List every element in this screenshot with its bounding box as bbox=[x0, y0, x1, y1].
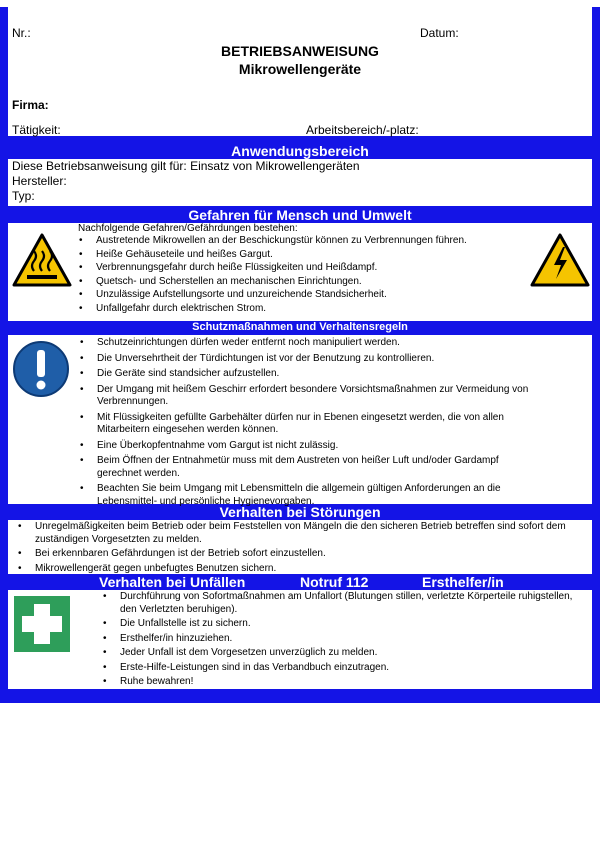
list-item: • Die Unfallstelle ist zu sichern. bbox=[120, 618, 590, 631]
anwendungsbereich-heading: Anwendungsbereich bbox=[231, 143, 369, 159]
electric-voltage-warning-icon bbox=[530, 233, 590, 287]
nr-label: Nr.: bbox=[12, 26, 31, 40]
schutz-heading: Schutzmaßnahmen und Verhaltensregeln bbox=[192, 321, 408, 333]
hazards-intro: Nachfolgende Gefahren/Gefährdungen bestehen: bbox=[78, 223, 298, 234]
schutz-list bbox=[97, 337, 537, 508]
general-mandatory-action-icon bbox=[12, 340, 70, 398]
hazards-list bbox=[96, 235, 528, 315]
list-item: • Eine Überkopfentnahme vom Gargut ist nicht zulässig. bbox=[97, 440, 537, 453]
list-item: • Verbrennungsgefahr durch heiße Flüssigkeiten und Heißdampf. bbox=[96, 262, 528, 275]
list-item: • Der Umgang mit heißem Geschirr erfordert besondere Vorsichtsmaßnahmen zur Vermeidung von Verbrennungen. bbox=[97, 384, 537, 409]
list-item: • Beachten Sie beim Umgang mit Lebensmitteln die allgemein gültigen Anforderungen an die Lebensmittel- und persönliche Hygienevorgaben. bbox=[97, 483, 537, 508]
unfaelle-panel bbox=[8, 590, 592, 689]
gefahren-panel bbox=[8, 223, 592, 321]
list-item: • Schutzeinrichtungen dürfen weder entfernt noch manipuliert werden. bbox=[97, 337, 537, 350]
operating-instruction-sheet bbox=[0, 7, 600, 703]
list-item: • Austretende Mikrowellen an der Beschickungstür können zu Verbrennungen führen. bbox=[96, 235, 528, 248]
list-item: • Erste-Hilfe-Leistungen sind in das Verbandbuch einzutragen. bbox=[120, 662, 590, 675]
list-item: • Ruhe bewahren! bbox=[120, 676, 590, 689]
list-item: • Heiße Gehäuseteile und heißes Gargut. bbox=[96, 249, 528, 262]
hot-surface-warning-icon bbox=[12, 233, 72, 287]
unfaelle-list bbox=[120, 591, 590, 689]
schutz-panel bbox=[8, 335, 592, 507]
hersteller-label: Hersteller: bbox=[12, 174, 67, 188]
unfaelle-heading: Verhalten bei Unfällen bbox=[99, 574, 246, 590]
list-item: • Ersthelfer/in hinzuziehen. bbox=[120, 633, 590, 646]
unfaelle-heading-row bbox=[8, 574, 592, 590]
list-item: • Unfallgefahr durch elektrischen Strom. bbox=[96, 303, 528, 316]
hazards-block bbox=[78, 223, 528, 315]
list-item: • Jeder Unfall ist dem Vorgesetzen unverzüglich zu melden. bbox=[120, 647, 590, 660]
datum-label: Datum: bbox=[420, 26, 459, 40]
notruf-label: Notruf 112 bbox=[300, 574, 369, 590]
firma-label: Firma: bbox=[12, 98, 49, 112]
gefahren-heading: Gefahren für Mensch und Umwelt bbox=[188, 207, 412, 223]
list-item: • Mikrowellengerät gegen unbefugtes Benutzen sichern. bbox=[35, 563, 588, 576]
stoerungen-panel bbox=[8, 520, 592, 574]
document-title: BETRIEBSANWEISUNG bbox=[221, 43, 379, 59]
list-item: • Unzulässige Aufstellungsorte und unzureichende Standsicherheit. bbox=[96, 289, 528, 302]
list-item: • Die Unversehrtheit der Türdichtungen ist vor der Benutzung zu kontrollieren. bbox=[97, 353, 537, 366]
scope-line: Diese Betriebsanweisung gilt für: Einsatz von Mikrowellengeräten bbox=[12, 159, 360, 173]
ersthelfer-label: Ersthelfer/in bbox=[422, 574, 504, 590]
anwendungsbereich-panel bbox=[8, 159, 592, 206]
taetigkeit-label: Tätigkeit: bbox=[12, 123, 61, 137]
stoerungen-heading: Verhalten bei Störungen bbox=[219, 504, 381, 520]
first-aid-cross-icon bbox=[14, 596, 70, 652]
list-item: • Unregelmäßigkeiten beim Betrieb oder beim Feststellen von Mängeln die den sicheren Betrieb betreffen sind sofort dem zuständigen Vorgesetzten zu melden. bbox=[35, 521, 588, 546]
list-item: • Beim Öffnen der Entnahmetür muss mit dem Austreten von heißer Luft und/oder Gardampf gerechnet werden. bbox=[97, 455, 537, 480]
list-item: • Mit Flüssigkeiten gefüllte Garbehälter dürfen nur in Ebenen eingesetzt werden, die von allen Mitarbeitern eingesehen werden können. bbox=[97, 412, 537, 437]
list-item: • Die Geräte sind standsicher aufzustellen. bbox=[97, 368, 537, 381]
arbeitsbereich-label: Arbeitsbereich/-platz: bbox=[306, 123, 419, 137]
header-panel bbox=[8, 7, 592, 136]
list-item: • Quetsch- und Scherstellen an mechanischen Einrichtungen. bbox=[96, 276, 528, 289]
list-item: • Durchführung von Sofortmaßnahmen am Unfallort (Blutungen stillen, verletzte Körperteile ruhigstellen, den Verletzten beruhigen). bbox=[120, 591, 590, 616]
typ-label: Typ: bbox=[12, 189, 35, 203]
list-item: • Bei erkennbaren Gefährdungen ist der Betrieb sofort einzustellen. bbox=[35, 548, 588, 561]
document-subtitle: Mikrowellengeräte bbox=[238, 61, 362, 77]
stoerungen-list bbox=[35, 521, 588, 575]
